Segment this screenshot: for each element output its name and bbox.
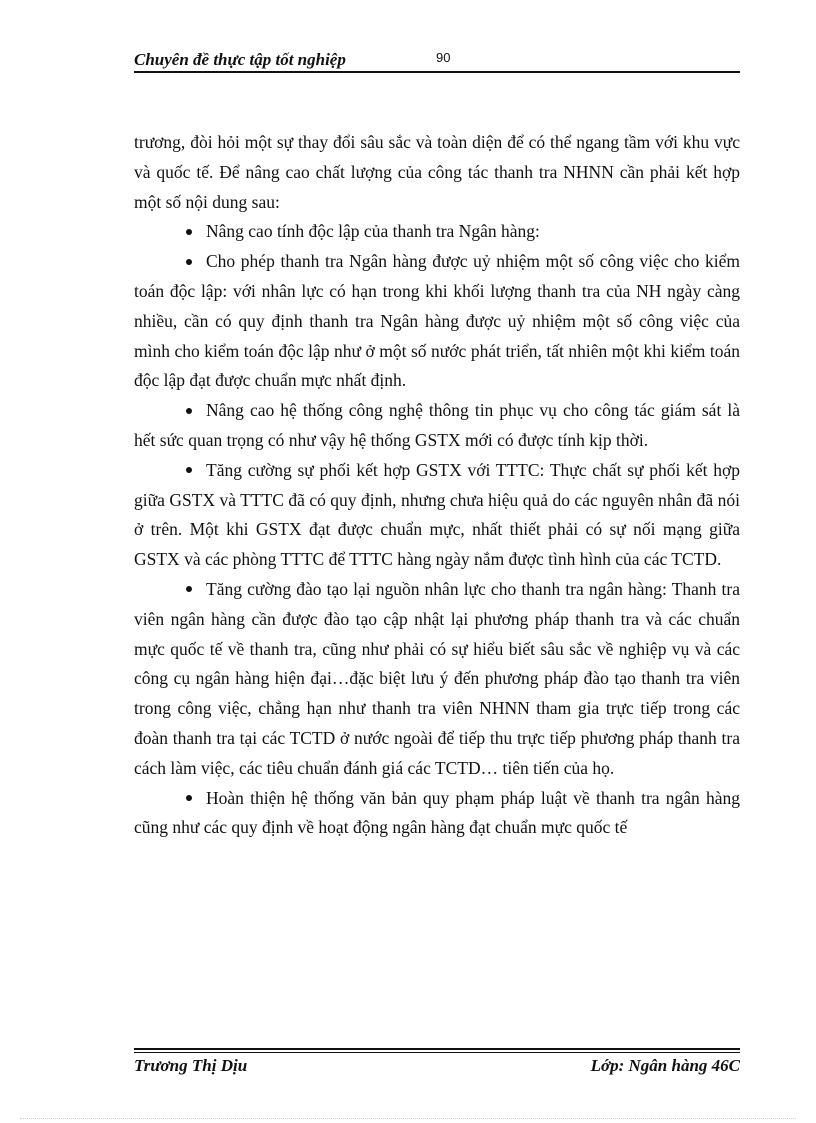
- bullet-item-it-system: [134, 396, 740, 456]
- page-header: [134, 46, 740, 72]
- bullet-text: Nâng cao hệ thống công nghệ thông tin phục vụ cho công tác giám sát là hết sức quan trọng có như vậy hệ thống GSTX mới có được tính kịp thời.: [134, 400, 740, 450]
- main-content: [134, 128, 740, 843]
- bullet-text: Cho phép thanh tra Ngân hàng được uỷ nhiệm một số công việc cho kiểm toán độc lập: với nhân lực có hạn trong khi khối lượng thanh tra của NH ngày càng nhiều, cần có quy định thanh tra Ngân hàng được uỷ nhiệm một số công việc của mình cho kiểm toán độc lập như ở một số nước phát triển, tất nhiên một khi kiểm toán độc lập đạt được chuẩn mực nhất định.: [134, 251, 740, 391]
- footer-divider: [134, 1048, 740, 1053]
- bullet-text: Tăng cường sự phối kết hợp GSTX với TTTC: Thực chất sự phối kết hợp giữa GSTX và TTTC đã có quy định, nhưng chưa hiệu quả do các nguyên nhân đã nói ở trên. Một khi GSTX đạt được chuẩn mực, nhất thiết phải có sự nối mạng giữa GSTX và các phòng TTTC để TTTC hàng ngày nắm được tình hình của các TCTD.: [134, 459, 740, 570]
- bullet-item-legal-framework: [134, 784, 740, 844]
- page-number: 90: [436, 50, 451, 65]
- bullet-item-coordination: [134, 456, 740, 575]
- bullet-icon: [186, 396, 206, 426]
- bullet-icon: [186, 247, 206, 277]
- intro-paragraph: trương, đòi hỏi một sự thay đổi sâu sắc và toàn diện để có thể ngang tầm với khu vực và quốc tế. Để nâng cao chất lượng của công tác thanh tra NHNN cần phải kết hợp một số nội dung sau:: [134, 132, 740, 212]
- page-footer: [134, 1056, 740, 1080]
- bullet-icon: [186, 456, 206, 486]
- bullet-icon: [186, 784, 206, 814]
- bullet-item-independence: [134, 217, 740, 247]
- bullet-text: Hoàn thiện hệ thống văn bản quy phạm pháp luật về thanh tra ngân hàng cũng như các quy định về hoạt động ngân hàng đạt chuẩn mực quốc tế: [134, 787, 740, 838]
- page-edge-divider: [20, 1118, 796, 1119]
- bullet-icon: [186, 575, 206, 605]
- bullet-item-training: [134, 575, 740, 784]
- bullet-text: Nâng cao tính độc lập của thanh tra Ngân hàng:: [206, 221, 540, 242]
- bullet-item-delegation: [134, 247, 740, 396]
- bullet-text: Tăng cường đào tạo lại nguồn nhân lực cho thanh tra ngân hàng: Thanh tra viên ngân hàng cần được đào tạo cập nhật lại phương pháp thanh tra và các chuẩn mực quốc tế về thanh tra, cũng như phải có sự hiểu biết sâu sắc về nghiệp vụ và các công cụ ngân hàng hiện đại…đặc biệt lưu ý đến phương pháp đào tạo thanh tra viên trong công việc, chẳng hạn như thanh tra viên NHNN tham gia trực tiếp trong các đoàn thanh tra tại các TCTD ở nước ngoài để tiếp thu trực tiếp phương pháp thanh tra cách làm việc, các tiêu chuẩn đánh giá các TCTD… tiên tiến của họ.: [134, 578, 740, 778]
- header-divider: [134, 71, 740, 73]
- document-title: Chuyên đề thực tập tốt nghiệp: [134, 50, 346, 69]
- bullet-icon: [186, 217, 206, 247]
- class-label: Lớp: Ngân hàng 46C: [590, 1056, 740, 1075]
- author-name: Trương Thị Dịu: [134, 1056, 248, 1075]
